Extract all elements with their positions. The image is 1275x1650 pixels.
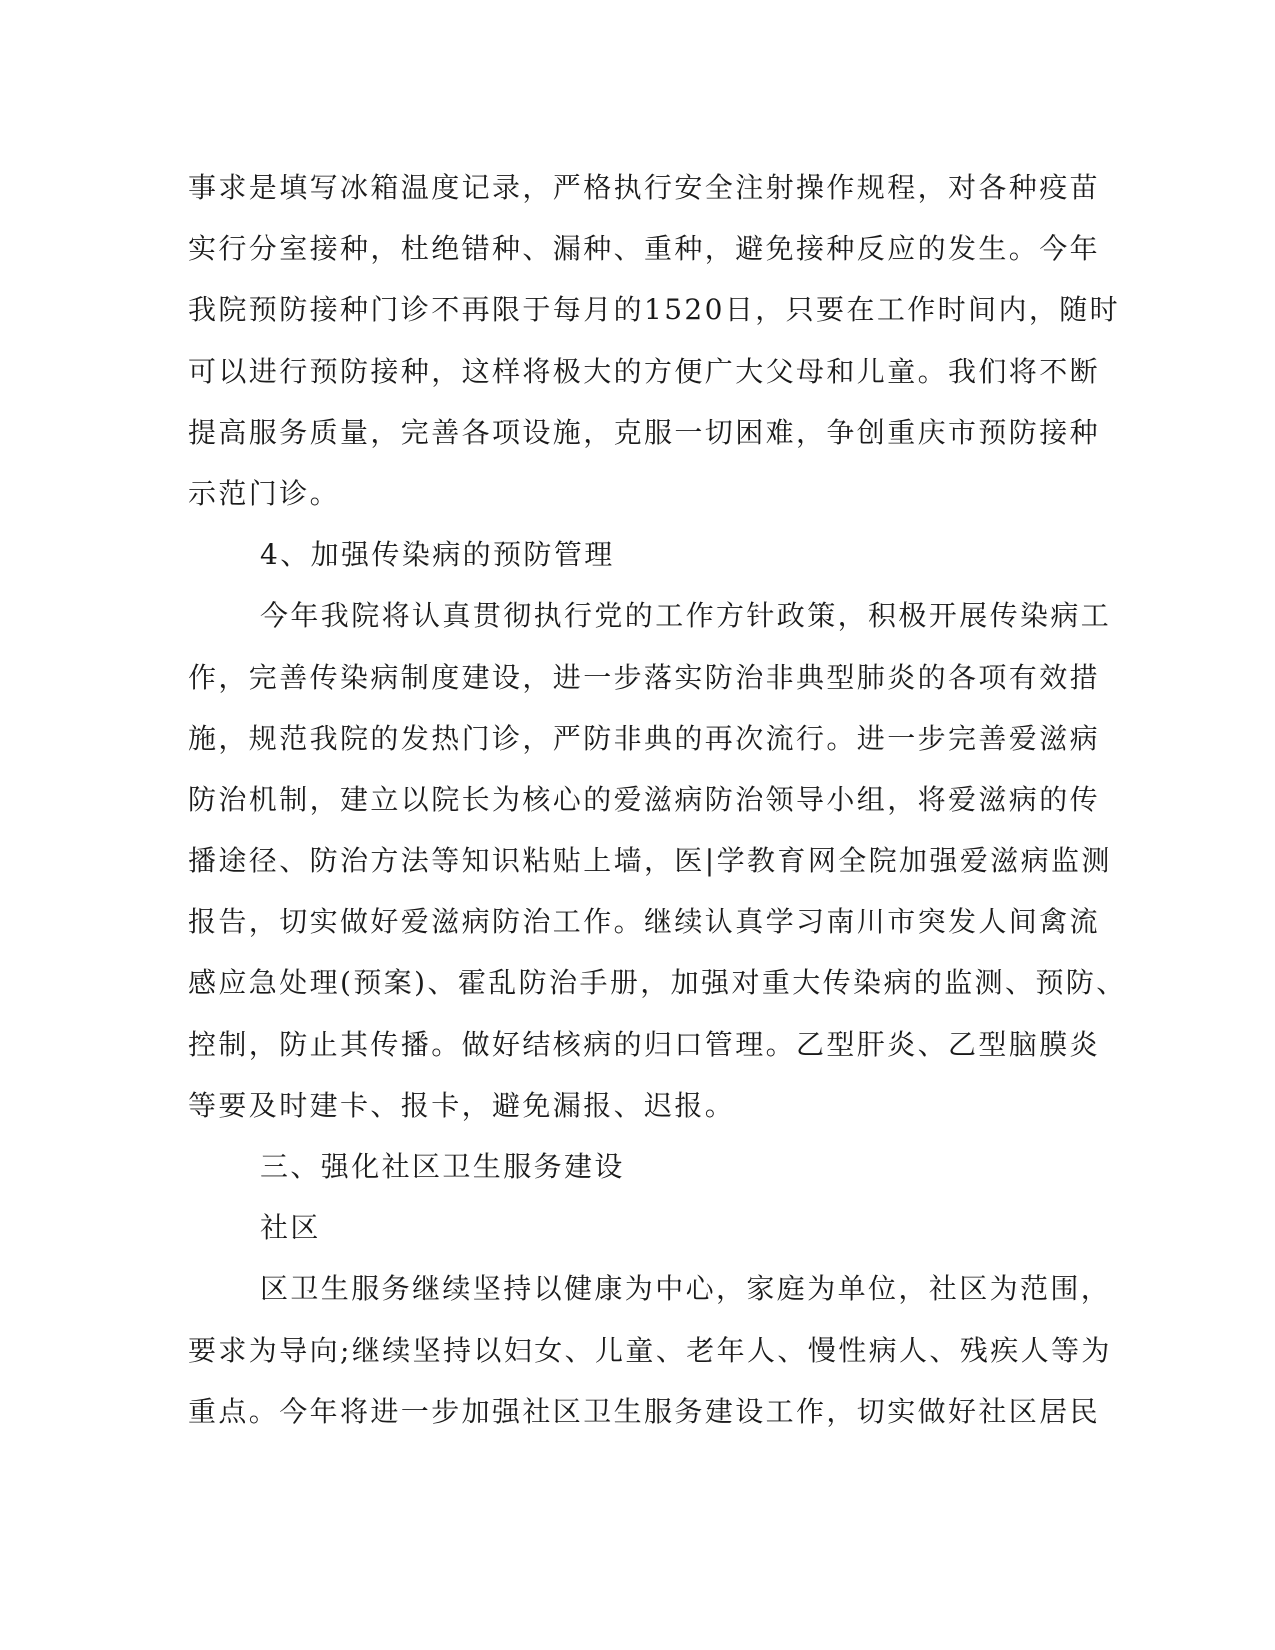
body-text-line: 施，规范我院的发热门诊，严防非典的再次流行。进一步完善爱滋病 (188, 721, 1101, 755)
body-text-line: 等要及时建卡、报卡，避免漏报、迟报。 (188, 1088, 736, 1122)
body-text-line: 事求是填写冰箱温度记录，严格执行安全注射操作规程，对各种疫苗 (188, 171, 1101, 204)
body-text-line: 提高服务质量，完善各项设施，克服一切困难，争创重庆市预防接种 (188, 415, 1101, 449)
body-text-line: 可以进行预防接种，这样将极大的方便广大父母和儿童。我们将不断 (188, 354, 1101, 388)
section-heading: 4、加强传染病的预防管理 (260, 538, 615, 572)
paragraph-first-line: 区卫生服务继续坚持以健康为中心，家庭为单位，社区为范围， (260, 1272, 1112, 1306)
body-text-line: 示范门诊。 (188, 476, 341, 510)
body-text-line: 作，完善传染病制度建设，进一步落实防治非典型肺炎的各项有效措 (188, 660, 1101, 694)
body-text-line: 播途径、防治方法等知识粘贴上墙，医|学教育网全院加强爱滋病监测 (188, 844, 1112, 878)
body-text-line: 我院预防接种门诊不再限于每月的1520日，只要在工作时间内，随时 (188, 293, 1121, 327)
paragraph-first-line: 今年我院将认真贯彻执行党的工作方针政策，积极开展传染病工 (260, 599, 1112, 633)
body-text-line: 控制，防止其传播。做好结核病的归口管理。乙型肝炎、乙型脑膜炎 (188, 1027, 1101, 1061)
body-text-line: 防治机制，建立以院长为核心的爱滋病防治领导小组，将爱滋病的传 (188, 782, 1101, 816)
document-body (188, 157, 1127, 1442)
subheading: 社区 (260, 1211, 321, 1245)
body-text-line: 要求为导向;继续坚持以妇女、儿童、老年人、慢性病人、残疾人等为 (188, 1333, 1112, 1367)
body-text-line: 实行分室接种，杜绝错种、漏种、重种，避免接种反应的发生。今年 (188, 232, 1101, 266)
body-text-line: 重点。今年将进一步加强社区卫生服务建设工作，切实做好社区居民 (188, 1394, 1101, 1428)
section-heading: 三、强化社区卫生服务建设 (260, 1150, 625, 1183)
body-text-line: 感应急处理(预案)、霍乱防治手册，加强对重大传染病的监测、预防、 (188, 966, 1127, 1000)
body-text-line: 报告，切实做好爱滋病防治工作。继续认真学习南川市突发人间禽流 (188, 905, 1101, 939)
